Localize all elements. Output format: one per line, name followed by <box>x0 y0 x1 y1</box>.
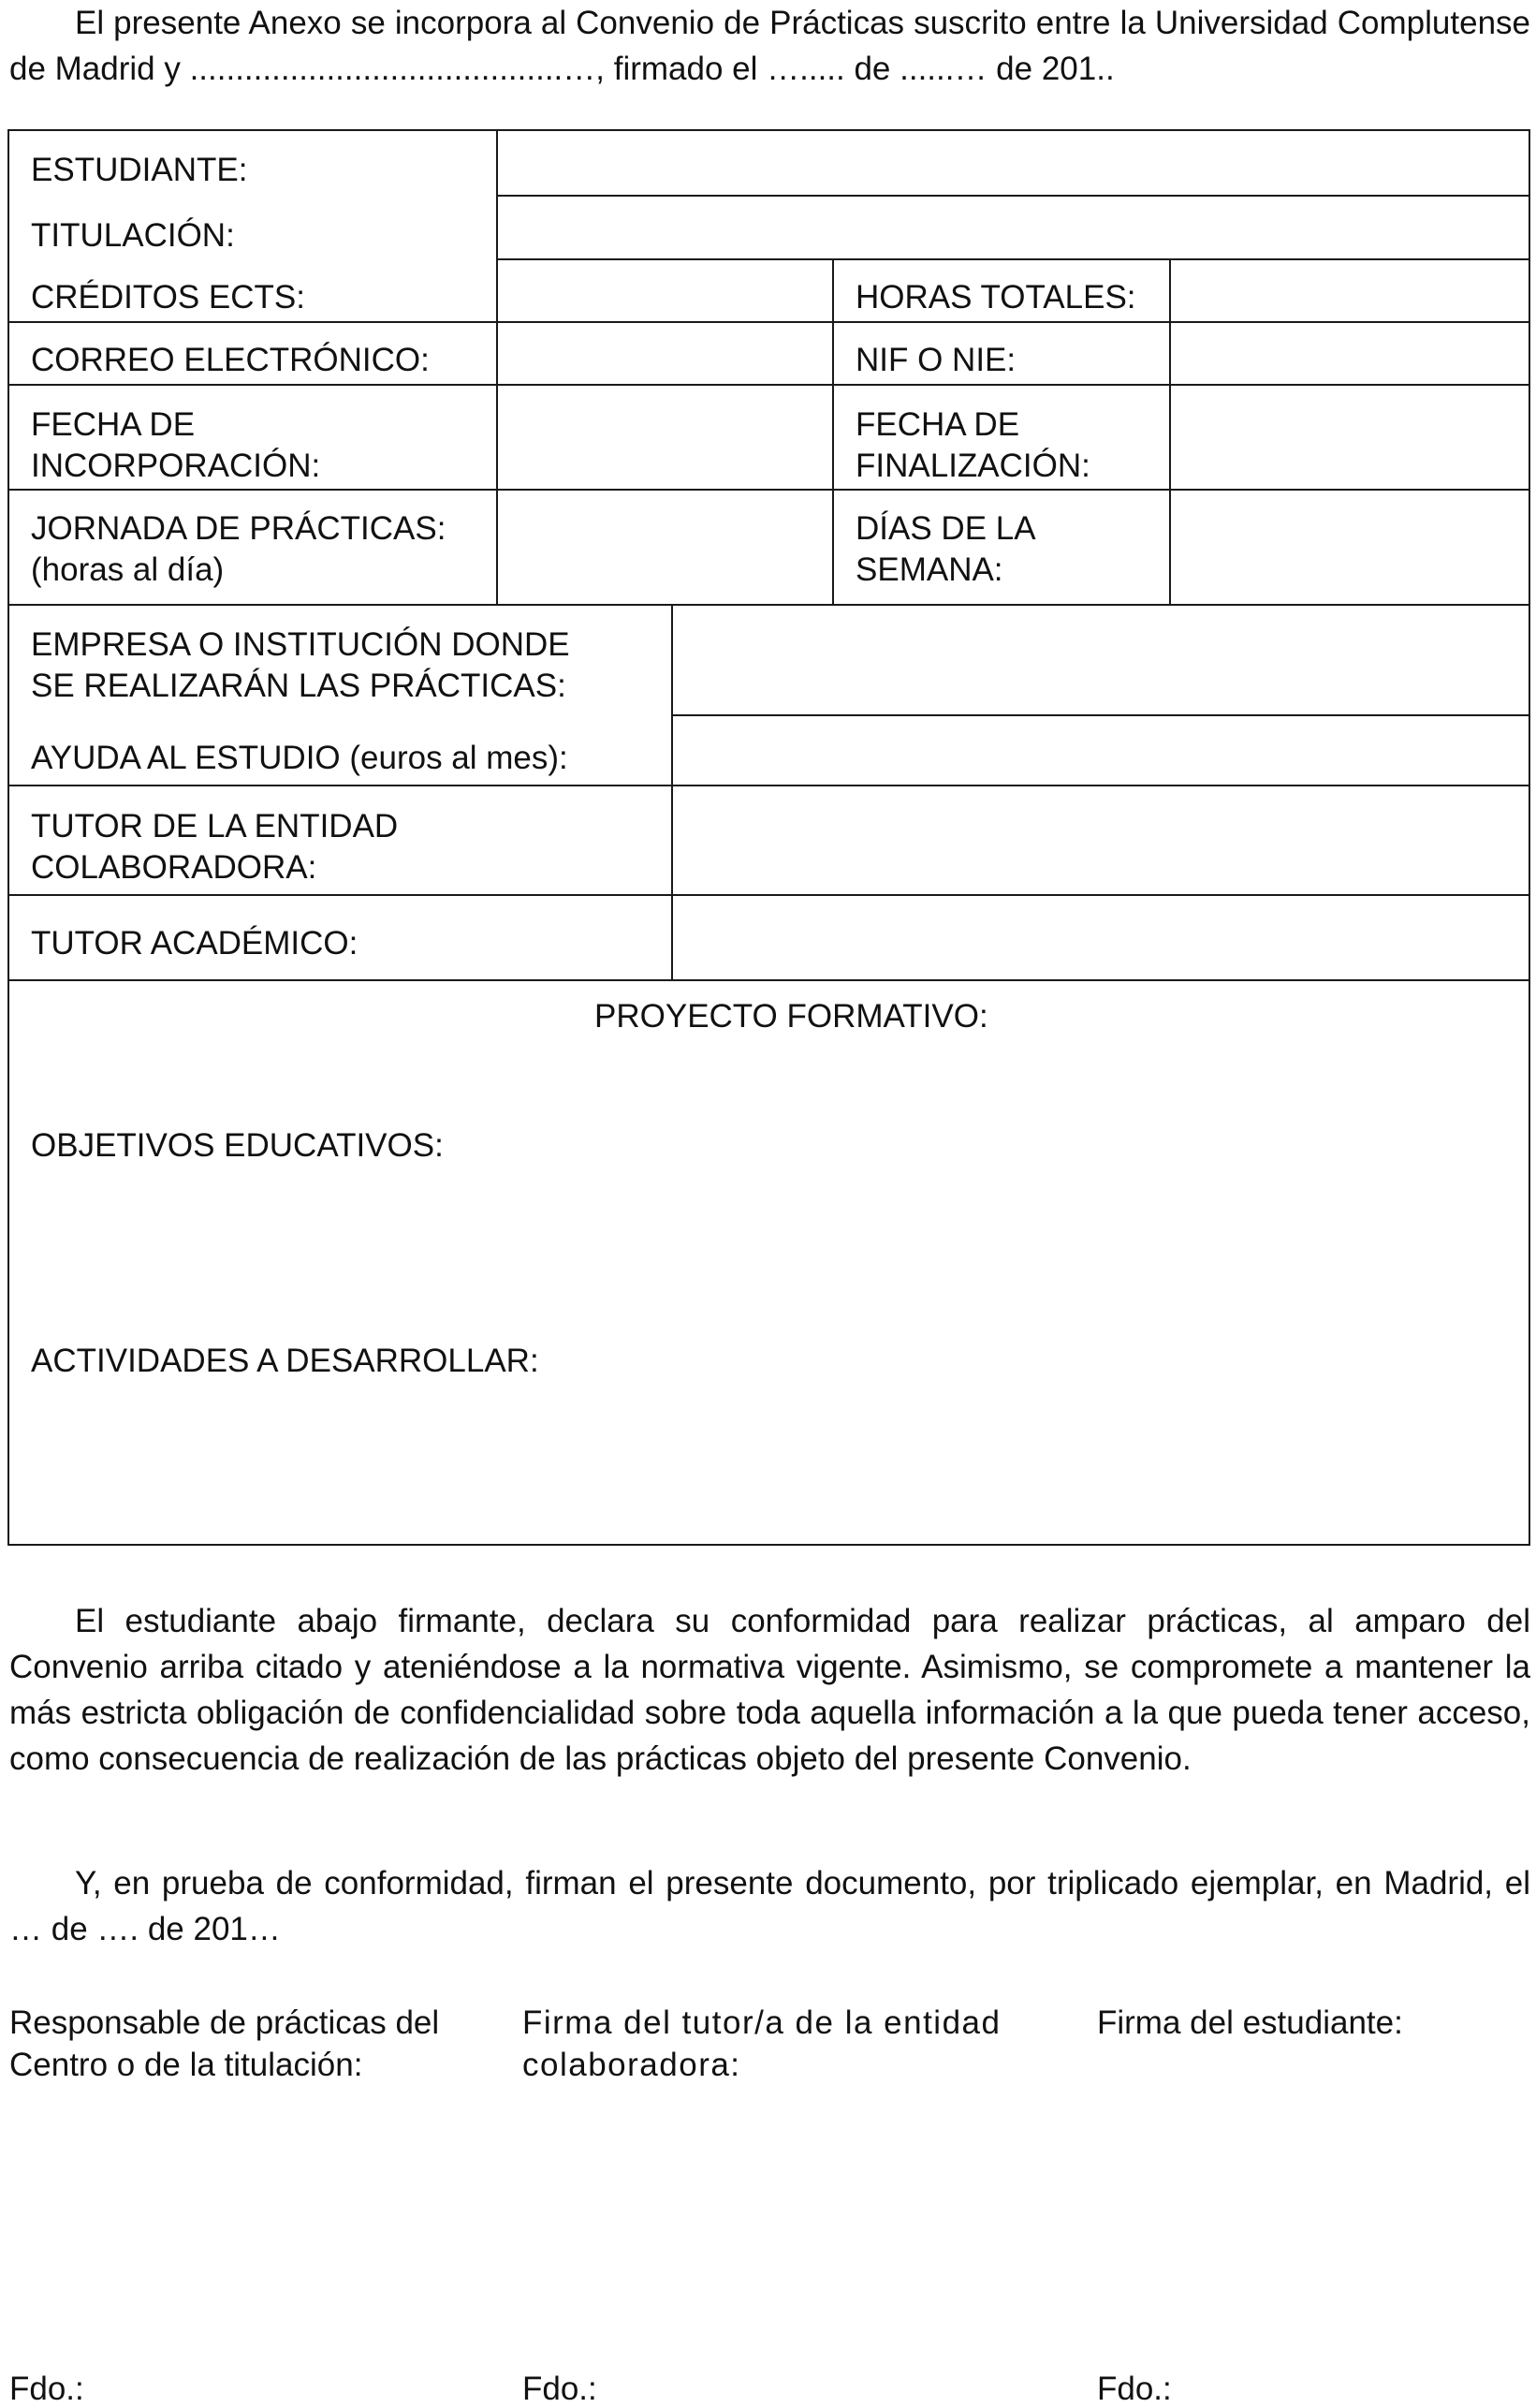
signature-label-line: Centro o de la titulación: <box>9 2047 363 2083</box>
label-horas-totales: HORAS TOTALES: <box>856 279 1136 316</box>
row-line <box>496 195 1530 197</box>
label-ayuda-estudio: AYUDA AL ESTUDIO (euros al mes): <box>31 740 568 776</box>
label-objetivos-educativos: OBJETIVOS EDUCATIVOS: <box>31 1127 444 1164</box>
label-actividades-desarrollar: ACTIVIDADES A DESARROLLAR: <box>31 1343 539 1379</box>
label-fecha-incorporacion <box>31 404 320 487</box>
signature-responsable <box>9 2002 439 2086</box>
label-line: DÍAS DE LA <box>856 510 1036 547</box>
label-dias-semana <box>856 508 1036 591</box>
label-correo-electronico: CORREO ELECTRÓNICO: <box>31 342 430 378</box>
row-line <box>7 894 1530 896</box>
row-line <box>7 979 1530 981</box>
fdo-tutor: Fdo.: <box>522 2371 597 2407</box>
label-line: JORNADA DE PRÁCTICAS: <box>31 510 446 547</box>
label-line: (horas al día) <box>31 551 225 588</box>
column-line <box>496 129 498 605</box>
table-border-top <box>7 129 1530 131</box>
conformity-paragraph: Y, en prueba de conformidad, firman el presente documento, por triplicado ejemplar, en Madrid, el … de …. de 201… <box>9 1865 1530 1947</box>
signature-label-line: Responsable de prácticas del <box>9 2004 440 2041</box>
label-tutor-entidad <box>31 806 398 888</box>
label-line: EMPRESA O INSTITUCIÓN DONDE <box>31 626 570 663</box>
declaration-paragraph: El estudiante abajo firmante, declara su conformidad para realizar prácticas, al amparo del Convenio arriba citado y ateniéndose a la normativa vigente. Asimismo, se compromete a mantener la más estricta obligación de confidencialidad sobre toda aquella información a la que pueda tener acceso, como consecuencia de realización de las prácticas objeto del presente Convenio. <box>9 1603 1530 1777</box>
label-line: FECHA DE <box>31 406 196 443</box>
label-line: INCORPORACIÓN: <box>31 448 321 484</box>
label-tutor-academico: TUTOR ACADÉMICO: <box>31 925 358 962</box>
label-line: SEMANA: <box>856 551 1003 588</box>
column-line <box>1169 258 1171 605</box>
row-line <box>671 714 1530 716</box>
signature-label-line: Firma del tutor/a de la entidad <box>522 2004 1002 2041</box>
row-line <box>7 384 1530 386</box>
label-jornada-practicas <box>31 508 446 591</box>
table-border-bottom <box>7 1544 1530 1546</box>
table-border-right <box>1529 129 1530 1546</box>
table-border-left <box>7 129 9 1546</box>
label-line: FINALIZACIÓN: <box>856 448 1090 484</box>
signature-label-line: Firma del estudiante: <box>1097 2004 1403 2041</box>
label-estudiante: ESTUDIANTE: <box>31 152 248 188</box>
row-line <box>7 321 1530 323</box>
label-proyecto-formativo: PROYECTO FORMATIVO: <box>594 998 988 1035</box>
row-line <box>496 258 1530 260</box>
label-fecha-finalizacion <box>856 404 1090 487</box>
label-line: COLABORADORA: <box>31 849 317 886</box>
row-line <box>7 489 1530 491</box>
column-line <box>832 258 834 605</box>
row-line <box>7 604 1530 606</box>
signature-estudiante <box>1097 2002 1403 2044</box>
label-nif-nie: NIF O NIE: <box>856 342 1017 378</box>
label-line: TUTOR DE LA ENTIDAD <box>31 808 399 844</box>
label-empresa-institucion <box>31 624 570 707</box>
signature-label-line: colaboradora: <box>522 2047 741 2083</box>
label-line: SE REALIZARÁN LAS PRÁCTICAS: <box>31 668 566 704</box>
label-creditos-ects: CRÉDITOS ECTS: <box>31 279 306 316</box>
intro-paragraph: El presente Anexo se incorpora al Convenio de Prácticas suscrito entre la Universidad Complutense de Madrid y .........................................…, firmado el …..... de ......… de 201.. <box>9 5 1530 87</box>
signature-tutor-entidad <box>522 2002 1001 2086</box>
label-titulacion: TITULACIÓN: <box>31 217 235 254</box>
fdo-estudiante: Fdo.: <box>1097 2371 1172 2407</box>
row-line <box>7 785 1530 786</box>
label-line: FECHA DE <box>856 406 1020 443</box>
column-line <box>671 604 673 980</box>
fdo-responsable: Fdo.: <box>9 2371 84 2407</box>
